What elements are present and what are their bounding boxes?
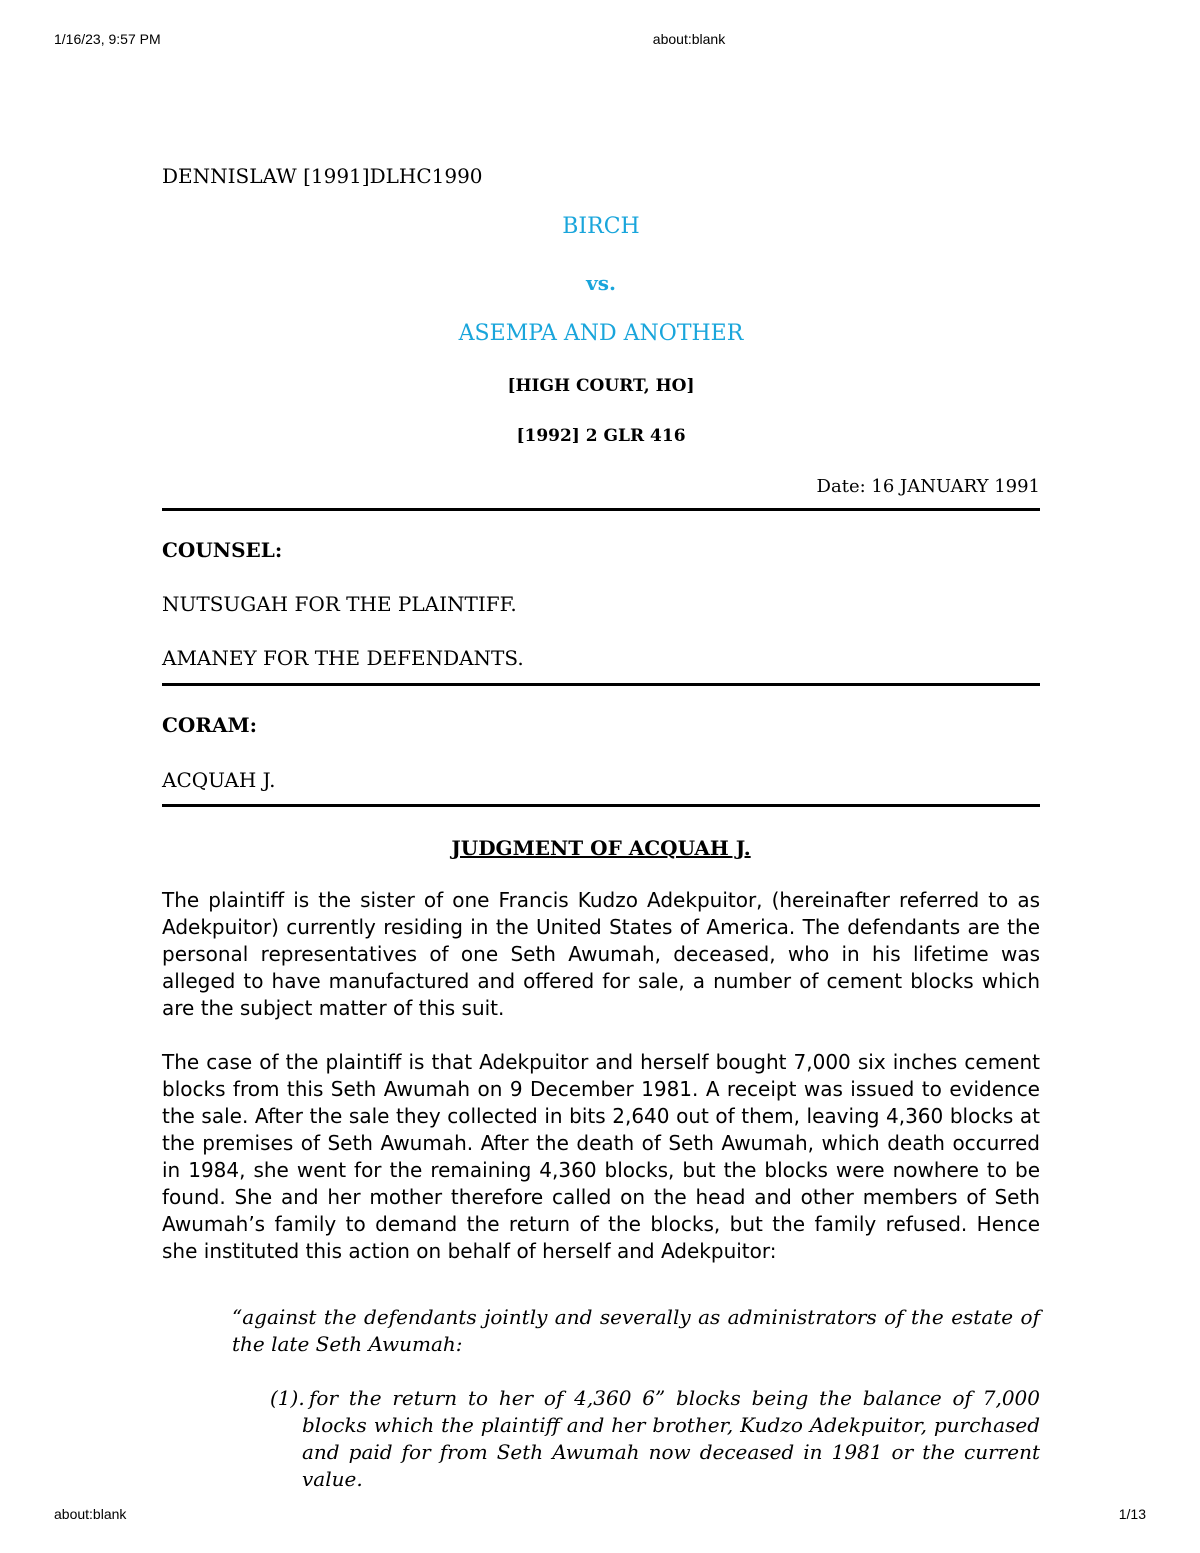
claim-text: for the return to her of 4,360 6” blocks being the balance of 7,000 blocks which the plaintiff and her brother, Kudzo Adekpuitor, purchased and paid for from Seth Awumah now deceased in 1981 or the current value. [302,1386,1040,1491]
coram-heading: CORAM: [162,713,257,737]
paragraph-1: The plaintiff is the sister of one Francis Kudzo Adekpuitor, (hereinafter referred to as Adekpuitor) currently residing in the United States of America. The defendants are the personal representatives of one Seth Awumah, deceased, who in his lifetime was alleged to have manufactured and offered for sale, a number of cement blocks which are the subject matter of this suit. [162,888,1040,1020]
counsel-heading: COUNSEL: [162,538,283,562]
print-datetime: 1/16/23, 9:57 PM [54,31,161,47]
print-title: about:blank [652,31,726,47]
counsel-plaintiff: NUTSUGAH FOR THE PLAINTIFF. [162,592,517,616]
party-plaintiff: BIRCH [562,214,640,239]
court-name: [HIGH COURT, HO] [507,376,695,396]
claim-intro-quote: “against the defendants jointly and severally as administrators of the estate of the late Seth Awumah: [232,1305,1040,1356]
judgment-heading: JUDGMENT OF ACQUAH J. [451,836,751,860]
paragraph-2: The case of the plaintiff is that Adekpuitor and herself bought 7,000 six inches cement blocks from this Seth Awumah on 9 December 1981. A receipt was issued to evidence the sale. After the sale they collected in bits 2,640 out of them, leaving 4,360 blocks at the premises of Seth Awumah. After the death of Seth Awumah, which death occurred in 1984, she went for the remaining 4,360 blocks, but the blocks were nowhere to be found. She and her mother therefore called on the head and other members of Seth Awumah’s family to demand the return of the blocks, but the family refused. Hence she instituted this action on behalf of herself and Adekpuitor: [162,1050,1040,1263]
judgment-date: Date: 16 JANUARY 1991 [816,476,1040,497]
versus: vs. [586,271,616,295]
coram-judge: ACQUAH J. [162,768,276,792]
divider [162,683,1040,686]
claim-number: (1). [270,1386,305,1410]
page-number: 1/13 [1118,1506,1146,1522]
party-defendants: ASEMPA AND ANOTHER [458,321,744,346]
divider [162,508,1040,511]
law-report: [1992] 2 GLR 416 [516,426,686,446]
print-url: about:blank [54,1506,127,1522]
counsel-defendants: AMANEY FOR THE DEFENDANTS. [162,646,524,670]
divider [162,804,1040,807]
citation: DENNISLAW [1991]DLHC1990 [162,164,483,188]
